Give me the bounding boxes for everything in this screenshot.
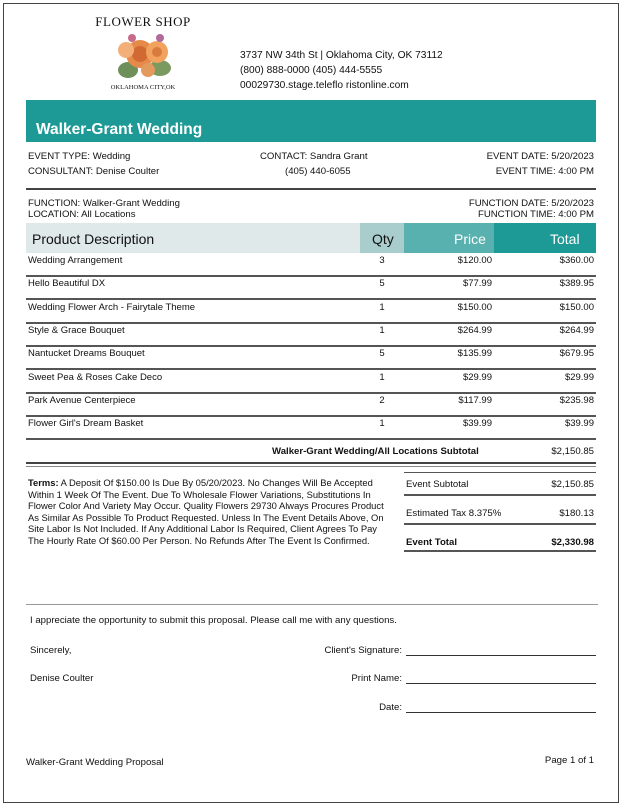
product-description-cell: Style & Grace Bouquet (28, 324, 125, 336)
contact-name: CONTACT: Sandra Grant (260, 151, 368, 162)
summary-total-label: Event Total (406, 537, 457, 548)
function-location: LOCATION: All Locations (28, 209, 136, 220)
table-row (26, 394, 596, 417)
terms-text (28, 477, 390, 547)
table-row (26, 301, 596, 324)
subtotal-divider-thin (26, 466, 596, 467)
subtotal-divider (26, 462, 596, 464)
closing-message: I appreciate the opportunity to submit this proposal. Please call me with any questions. (30, 615, 397, 626)
table-row (26, 371, 596, 394)
footer-document-name: Walker-Grant Wedding Proposal (26, 757, 164, 768)
total-cell: $264.99 (559, 324, 594, 336)
consultant: CONSULTANT: Denise Coulter (28, 166, 160, 177)
event-type: EVENT TYPE: Wedding (28, 151, 131, 162)
function-date: FUNCTION DATE: 5/20/2023 (468, 198, 594, 209)
shop-phones: (800) 888-0000 (405) 444-5555 (240, 65, 383, 76)
shop-contact-block (240, 48, 443, 93)
price-cell: $135.99 (457, 348, 492, 360)
qty-cell: 3 (379, 255, 385, 266)
event-divider (26, 188, 596, 190)
qty-cell: 5 (379, 348, 385, 360)
shop-logo (88, 14, 198, 100)
print-name-label: Print Name: (351, 673, 402, 684)
flower-bouquet-icon (110, 30, 176, 84)
qty-cell: 1 (379, 371, 385, 383)
product-description-cell: Wedding Flower Arch - Fairytale Theme (28, 301, 196, 313)
price-cell: $120.00 (457, 255, 492, 266)
header-qty: Qty (360, 223, 404, 253)
product-description-cell: Flower Girl's Dream Basket (28, 418, 144, 430)
event-time: EVENT TIME: 4:00 PM (495, 166, 594, 177)
location-subtotal-value: $2,150.85 (551, 446, 594, 457)
total-cell: $679.95 (559, 348, 594, 360)
total-cell: $389.95 (559, 278, 594, 290)
event-date: EVENT DATE: 5/20/2023 (486, 151, 594, 162)
header-total: Total (494, 223, 596, 253)
consultant-name: Denise Coulter (30, 673, 94, 684)
header-product-description: Product Description (26, 223, 360, 253)
client-signature-line[interactable] (406, 655, 596, 656)
price-cell: $77.99 (462, 278, 492, 290)
table-row (26, 417, 596, 440)
header-price: Price (404, 223, 494, 253)
product-description-cell: Park Avenue Centerpiece (28, 394, 136, 406)
client-signature-label: Client's Signature: (324, 645, 402, 656)
shop-website[interactable]: 00029730.stage.teleflo ristonline.com (240, 80, 409, 91)
contact-phone: (405) 440-6055 (285, 166, 351, 177)
shop-address: 3737 NW 34th St | Oklahoma City, OK 73112 (240, 50, 443, 61)
logo-title: FLOWER SHOP (95, 14, 191, 29)
table-row (26, 254, 596, 277)
summary-subtotal-value: $2,150.85 (551, 479, 594, 490)
qty-cell: 2 (379, 394, 385, 406)
price-cell: $264.99 (457, 324, 492, 336)
table-row (26, 347, 596, 370)
qty-cell: 1 (379, 418, 385, 430)
total-cell: $39.99 (564, 418, 594, 430)
summary-tax-label: Estimated Tax 8.375% (406, 508, 502, 519)
terms-body: A Deposit Of $150.00 Is Due By 05/20/2023. No Changes Will Be Accepted Within 1 Week Of The Event. Due To Wholesale Flower Variations, Substitutions In Flower Color And Variety May Occur. Quality Flowers 29730 Always Procures Product As Similar As Possible To Product Requested. Unless In The Event Details Above, On Site Labor Is Not Included. If Any Additional Labor Is Required, Client Agrees To Pay The Hourly Rate Of $60.00 Per Person. No Refunds After The Event Is Confirmed. (28, 477, 384, 546)
qty-cell: 5 (379, 278, 385, 290)
summary-subtotal-label: Event Subtotal (406, 479, 469, 490)
product-description-cell: Wedding Arrangement (28, 255, 123, 266)
proposal-title: Walker-Grant Wedding (36, 121, 203, 138)
price-cell: $117.99 (458, 394, 492, 406)
product-description-cell: Nantucket Dreams Bouquet (28, 348, 145, 360)
total-cell: $360.00 (559, 255, 594, 266)
row-divider (26, 438, 596, 440)
product-description-cell: Hello Beautiful DX (28, 278, 106, 290)
closing-divider (26, 604, 598, 605)
product-description-cell: Sweet Pea & Roses Cake Deco (28, 371, 163, 383)
date-line[interactable] (406, 712, 596, 713)
total-cell: $29.99 (564, 371, 594, 383)
total-cell: $150.00 (559, 301, 594, 313)
price-cell: $29.99 (462, 371, 492, 383)
footer-page-number: Page 1 of 1 (544, 755, 594, 766)
logo-subtitle: OKLAHOMA CITY,OK (110, 84, 176, 91)
terms-label: Terms: (28, 477, 59, 488)
location-subtotal-label: Walker-Grant Wedding/All Locations Subtotal (272, 446, 479, 457)
qty-cell: 1 (379, 301, 385, 313)
function-time: FUNCTION TIME: 4:00 PM (477, 209, 594, 220)
sincerely: Sincerely, (30, 645, 72, 656)
date-label: Date: (379, 702, 402, 713)
price-cell: $39.99 (462, 418, 492, 430)
print-name-line[interactable] (406, 683, 596, 684)
table-row (26, 324, 596, 347)
price-cell: $150.00 (457, 301, 492, 313)
title-banner (26, 100, 596, 142)
qty-cell: 1 (379, 324, 385, 336)
function-name: FUNCTION: Walker-Grant Wedding (28, 198, 180, 209)
total-cell: $235.98 (559, 394, 594, 406)
summary-total-value: $2,330.98 (551, 537, 594, 548)
summary-tax-value: $180.13 (559, 508, 594, 519)
table-row (26, 277, 596, 300)
